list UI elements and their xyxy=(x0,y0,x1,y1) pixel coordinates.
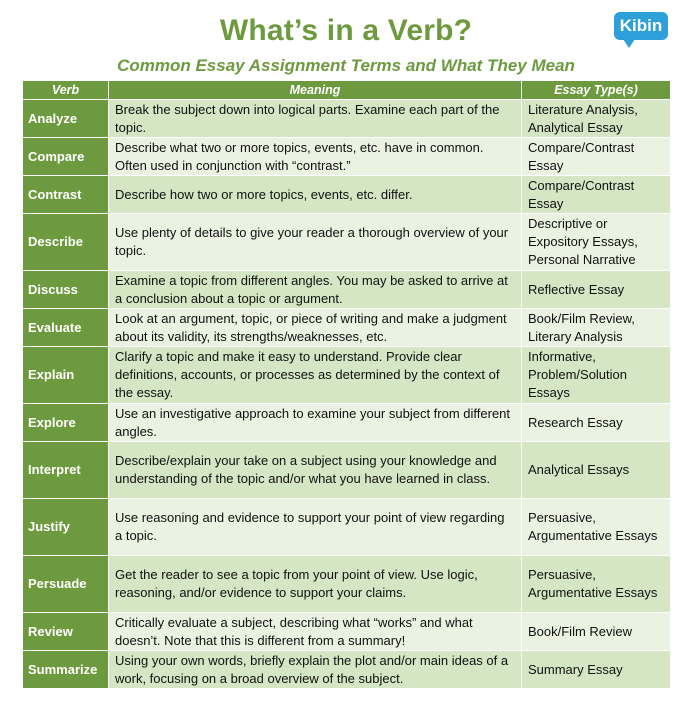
essay-type-cell: Informative, Problem/Solution Essays xyxy=(522,347,671,404)
essay-type-cell: Book/Film Review xyxy=(522,613,671,651)
meaning-cell: Clarify a topic and make it easy to understand. Provide clear definitions, accounts, or processes as determined by the context of the essay. xyxy=(109,347,522,404)
table-row xyxy=(23,100,671,138)
table-row xyxy=(23,214,671,271)
verb-cell: Evaluate xyxy=(23,309,109,347)
verb-cell: Explain xyxy=(23,347,109,404)
table-row xyxy=(23,271,671,309)
essay-type-cell: Persuasive, Argumentative Essays xyxy=(522,556,671,613)
column-header-meaning: Meaning xyxy=(109,81,522,100)
essay-type-cell: Analytical Essays xyxy=(522,442,671,499)
table-row xyxy=(23,309,671,347)
verb-cell: Review xyxy=(23,613,109,651)
meaning-cell: Examine a topic from different angles. You may be asked to arrive at a conclusion about a topic or argument. xyxy=(109,271,522,309)
essay-type-cell: Research Essay xyxy=(522,404,671,442)
verb-cell: Persuade xyxy=(23,556,109,613)
meaning-cell: Get the reader to see a topic from your point of view. Use logic, reasoning, and/or evidence to support your claims. xyxy=(109,556,522,613)
column-header-essay-types: Essay Type(s) xyxy=(522,81,671,100)
meaning-cell: Using your own words, briefly explain the plot and/or main ideas of a work, focusing on a broad overview of the subject. xyxy=(109,651,522,689)
essay-type-cell: Descriptive or Expository Essays, Personal Narrative xyxy=(522,214,671,271)
verb-cell: Explore xyxy=(23,404,109,442)
table-row xyxy=(23,176,671,214)
essay-type-cell: Compare/Contrast Essay xyxy=(522,176,671,214)
essay-terms-table xyxy=(22,80,671,689)
essay-type-cell: Persuasive, Argumentative Essays xyxy=(522,499,671,556)
meaning-cell: Use plenty of details to give your reader a thorough overview of your topic. xyxy=(109,214,522,271)
meaning-cell: Look at an argument, topic, or piece of writing and make a judgment about its validity, its strengths/weaknesses, etc. xyxy=(109,309,522,347)
table-row xyxy=(23,651,671,689)
table-row xyxy=(23,442,671,499)
verb-cell: Analyze xyxy=(23,100,109,138)
table-row xyxy=(23,556,671,613)
meaning-cell: Describe/explain your take on a subject using your knowledge and understanding of the topic and/or what you have learned in class. xyxy=(109,442,522,499)
column-header-verb: Verb xyxy=(23,81,109,100)
table-header-row xyxy=(23,81,671,100)
essay-type-cell: Compare/Contrast Essay xyxy=(522,138,671,176)
page-title: What’s in a Verb? xyxy=(219,14,473,47)
verb-cell: Discuss xyxy=(23,271,109,309)
table-row xyxy=(23,404,671,442)
meaning-cell: Use reasoning and evidence to support your point of view regarding a topic. xyxy=(109,499,522,556)
meaning-cell: Break the subject down into logical parts. Examine each part of the topic. xyxy=(109,100,522,138)
verb-cell: Compare xyxy=(23,138,109,176)
page-subtitle: Common Essay Assignment Terms and What They Mean xyxy=(117,56,575,75)
verb-cell: Summarize xyxy=(23,651,109,689)
meaning-cell: Use an investigative approach to examine your subject from different angles. xyxy=(109,404,522,442)
essay-type-cell: Book/Film Review, Literary Analysis xyxy=(522,309,671,347)
verb-cell: Describe xyxy=(23,214,109,271)
essay-type-cell: Reflective Essay xyxy=(522,271,671,309)
table-row xyxy=(23,499,671,556)
meaning-cell: Describe how two or more topics, events, etc. differ. xyxy=(109,176,522,214)
verb-cell: Justify xyxy=(23,499,109,556)
essay-type-cell: Summary Essay xyxy=(522,651,671,689)
meaning-cell: Describe what two or more topics, events, etc. have in common. Often used in conjunction with “contrast.” xyxy=(109,138,522,176)
kibin-logo: Kibin xyxy=(614,12,668,40)
verb-cell: Contrast xyxy=(23,176,109,214)
verb-cell: Interpret xyxy=(23,442,109,499)
meaning-cell: Critically evaluate a subject, describing what “works” and what doesn’t. Note that this is different from a summary! xyxy=(109,613,522,651)
essay-type-cell: Literature Analysis, Analytical Essay xyxy=(522,100,671,138)
table-row xyxy=(23,613,671,651)
table-row xyxy=(23,138,671,176)
table-row xyxy=(23,347,671,404)
